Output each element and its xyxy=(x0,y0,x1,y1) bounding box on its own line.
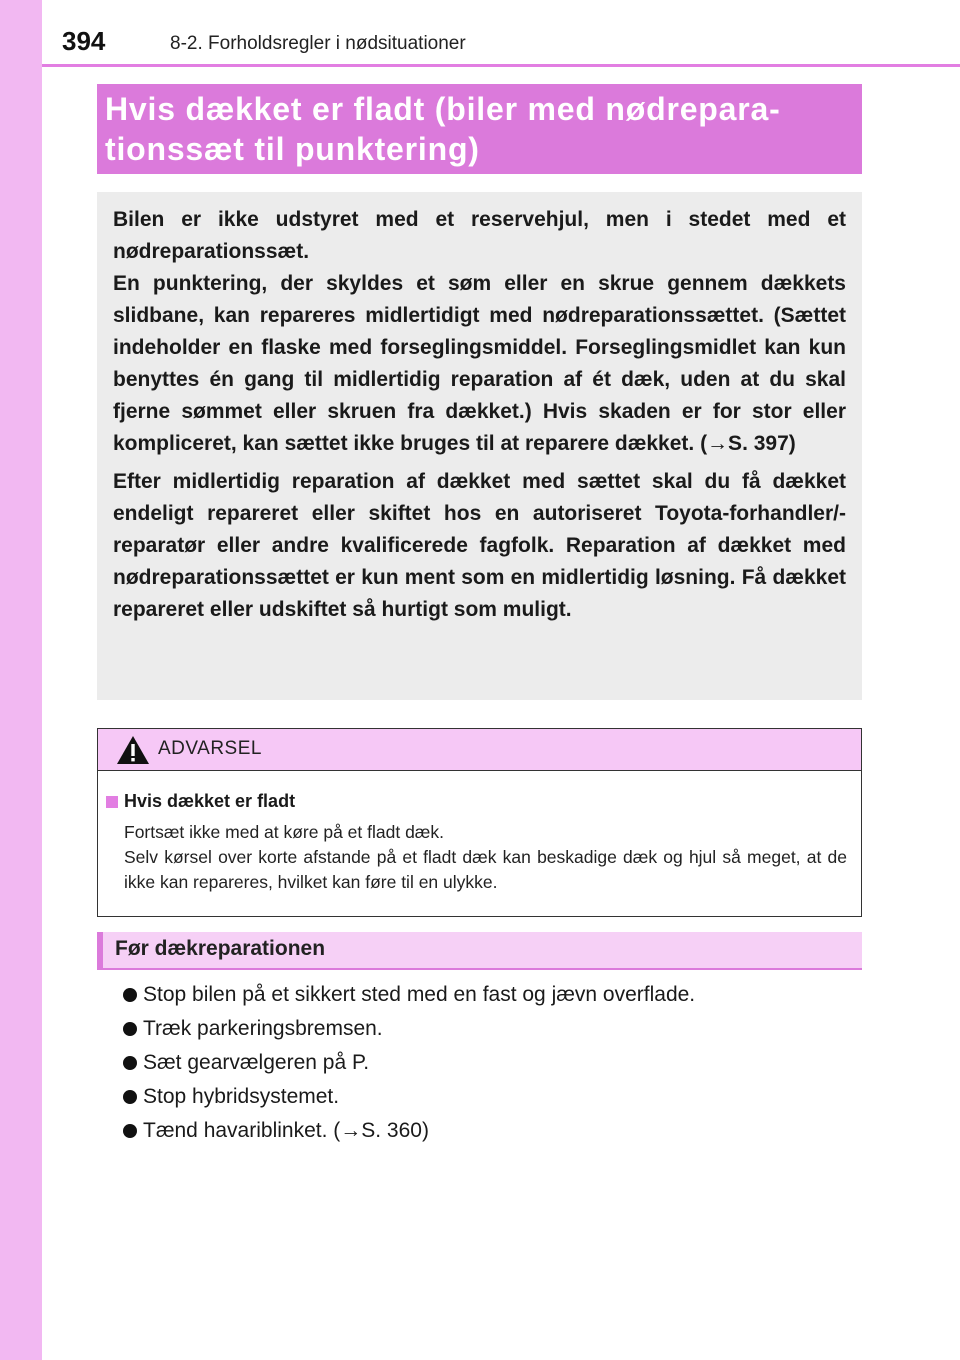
list-item-text: Stop hybridsystemet. xyxy=(143,1085,340,1108)
breadcrumb: 8-2. Forholdsregler i nødsituationer xyxy=(170,33,466,54)
intro-paragraph-1: Bilen er ikke udstyret med et reservehjul, men i stedet med et nødreparationssæt. xyxy=(113,208,846,263)
list-item-text: Sæt gearvælgeren på P. xyxy=(143,1051,370,1074)
warning-body xyxy=(98,771,861,895)
list-item xyxy=(123,978,695,1012)
section-heading xyxy=(97,932,862,970)
warning-header xyxy=(98,729,861,771)
intro-paragraph-3: Efter midlertidig reparation af dækket med sættet skal du få dækket endeligt repareret eller skiftet hos en autoriseret Toyota-forhandler/-reparatør eller andre kvalificerede fagfolk. Reparation af dækket med nødreparationssættet er kun ment som en midlertidig løsning. Få dækket repareret eller udskiftet så hurtigt som muligt. xyxy=(113,470,846,621)
warning-text xyxy=(124,820,847,895)
list-item-text: Træk parkeringsbremsen. xyxy=(143,1017,383,1040)
side-tab-strip xyxy=(0,0,42,1360)
bullet-icon xyxy=(123,988,137,1002)
intro-paragraph-2: En punktering, der skyldes et søm eller en skrue gennem dækkets slidbane, kan repareres midlertidigt med nødreparationssættet. (Sættet indeholder en flaske med forseglingsmiddel. Forseglingsmidlet kan kun benyttes én gang til midlertidig reparation af ét dæk, uden at du skal fjerne sømmet eller skruen fra dækket.) Hvis skaden er for stor eller kompliceret, kan sættet ikke bruges til at reparere dækket. (→S. 397) xyxy=(113,272,846,455)
list-item xyxy=(123,1046,695,1080)
warning-line-2: Selv kørsel over korte afstande på et fladt dæk kan beskadige dæk og hjul så meget, at de ikke kan repareres, hvilket kan føre til en ulykke. xyxy=(124,847,847,892)
page-title xyxy=(97,84,862,174)
list-item xyxy=(123,1114,695,1148)
warning-triangle-icon xyxy=(116,735,150,765)
list-item-text: Tænd havariblinket. (→S. 360) xyxy=(143,1119,429,1142)
bullet-icon xyxy=(123,1124,137,1138)
page-number: 394 xyxy=(62,26,106,56)
section-title: Før dækreparationen xyxy=(115,937,326,960)
list-item xyxy=(123,1012,695,1046)
list-item-text: Stop bilen på et sikkert sted med en fast og jævn overflade. xyxy=(143,983,696,1006)
square-bullet-icon xyxy=(106,796,118,808)
bullet-icon xyxy=(123,1090,137,1104)
bullet-icon xyxy=(123,1056,137,1070)
bullet-icon xyxy=(123,1022,137,1036)
warning-subheading xyxy=(106,791,847,812)
page-title-line-1: Hvis dækket er fladt (biler med nødrepara- xyxy=(105,91,781,127)
page-title-line-2: tionssæt til punktering) xyxy=(105,131,480,167)
list-item xyxy=(123,1080,695,1114)
header-divider xyxy=(42,64,960,67)
warning-title: ADVARSEL xyxy=(158,738,262,759)
warning-box xyxy=(97,728,862,917)
intro-box xyxy=(97,192,862,700)
warning-line-1: Fortsæt ikke med at køre på et fladt dæk. xyxy=(124,822,444,842)
warning-subheading-text: Hvis dækket er fladt xyxy=(124,791,296,811)
checklist xyxy=(123,978,695,1148)
